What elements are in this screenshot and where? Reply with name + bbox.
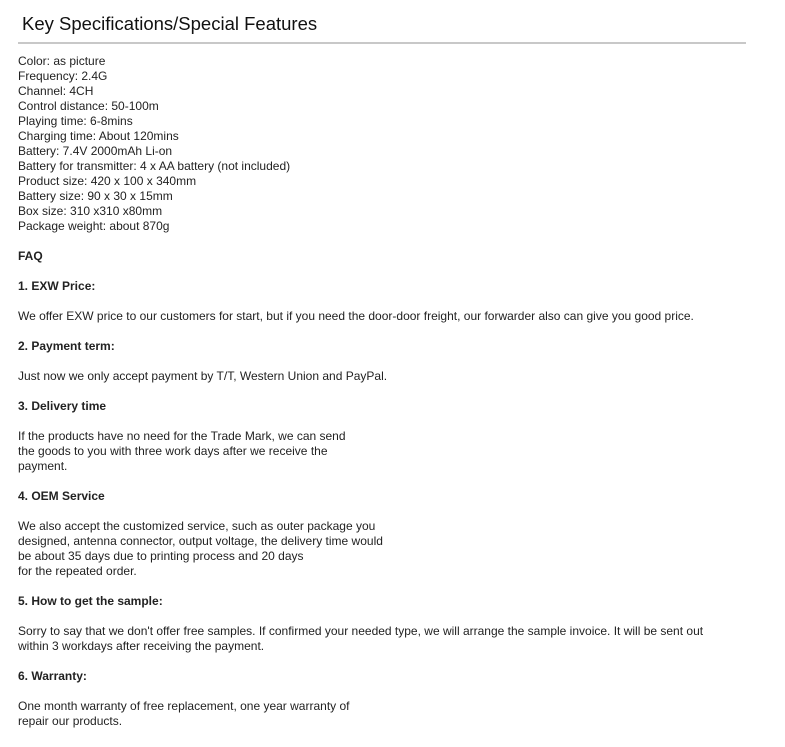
faq-answer-line: for the repeated order. [18, 564, 137, 578]
faq-question: 4. OEM Service [18, 489, 105, 503]
faq-heading: FAQ [18, 249, 43, 263]
page-title: Key Specifications/Special Features [22, 13, 318, 34]
faq-answer-line: the goods to you with three work days after we receive the [18, 444, 328, 458]
section-header [18, 0, 746, 44]
faq-answer-line: One month warranty of free replacement, one year warranty of [18, 699, 350, 713]
faq-item [18, 594, 778, 654]
spec-item: Frequency: 2.4G [18, 69, 108, 83]
faq-answer-line: If the products have no need for the Trade Mark, we can send [18, 429, 346, 443]
faq-question: 5. How to get the sample: [18, 594, 163, 608]
spec-item: Charging time: About 120mins [18, 129, 179, 143]
faq-question: 6. Warranty: [18, 669, 87, 683]
faq-answer-line: Just now we only accept payment by T/T, Western Union and PayPal. [18, 369, 388, 383]
faq-answer-line: within 3 workdays after receiving the payment. [18, 639, 265, 653]
spec-item: Channel: 4CH [18, 84, 94, 98]
faq-answer-line: payment. [18, 459, 68, 473]
spec-item: Battery for transmitter: 4 x AA battery (not included) [18, 159, 291, 173]
faq-answer-line: We also accept the customized service, such as outer package you [18, 519, 376, 533]
faq-question: 3. Delivery time [18, 399, 107, 413]
faq-answer-line: repair our products. [18, 714, 123, 728]
content-body [18, 54, 778, 729]
faq-item [18, 279, 778, 324]
spec-item: Box size: 310 x310 x80mm [18, 204, 163, 218]
spec-item: Battery: 7.4V 2000mAh Li-on [18, 144, 173, 158]
faq-answer-line: be about 35 days due to printing process and 20 days [18, 549, 304, 563]
faq-item [18, 669, 778, 729]
spec-item: Product size: 420 x 100 x 340mm [18, 174, 197, 188]
faq-question: 2. Payment term: [18, 339, 115, 353]
faq-answer-line: designed, antenna connector, output voltage, the delivery time would [18, 534, 383, 548]
spec-item: Battery size: 90 x 30 x 15mm [18, 189, 173, 203]
spec-item: Color: as picture [18, 54, 106, 68]
faq-item [18, 399, 778, 474]
spec-item: Package weight: about 870g [18, 219, 170, 233]
faq-item [18, 339, 778, 384]
spec-list [18, 54, 778, 234]
faq-answer-line: Sorry to say that we don't offer free samples. If confirmed your needed type, we will arrange the sample invoice. It will be sent out [18, 624, 704, 638]
faq-answer-line: We offer EXW price to our customers for start, but if you need the door-door freight, our forwarder also can give you good price. [18, 309, 694, 323]
spec-item: Control distance: 50-100m [18, 99, 159, 113]
spec-item: Playing time: 6-8mins [18, 114, 133, 128]
faq-item [18, 489, 778, 579]
faq-question: 1. EXW Price: [18, 279, 96, 293]
